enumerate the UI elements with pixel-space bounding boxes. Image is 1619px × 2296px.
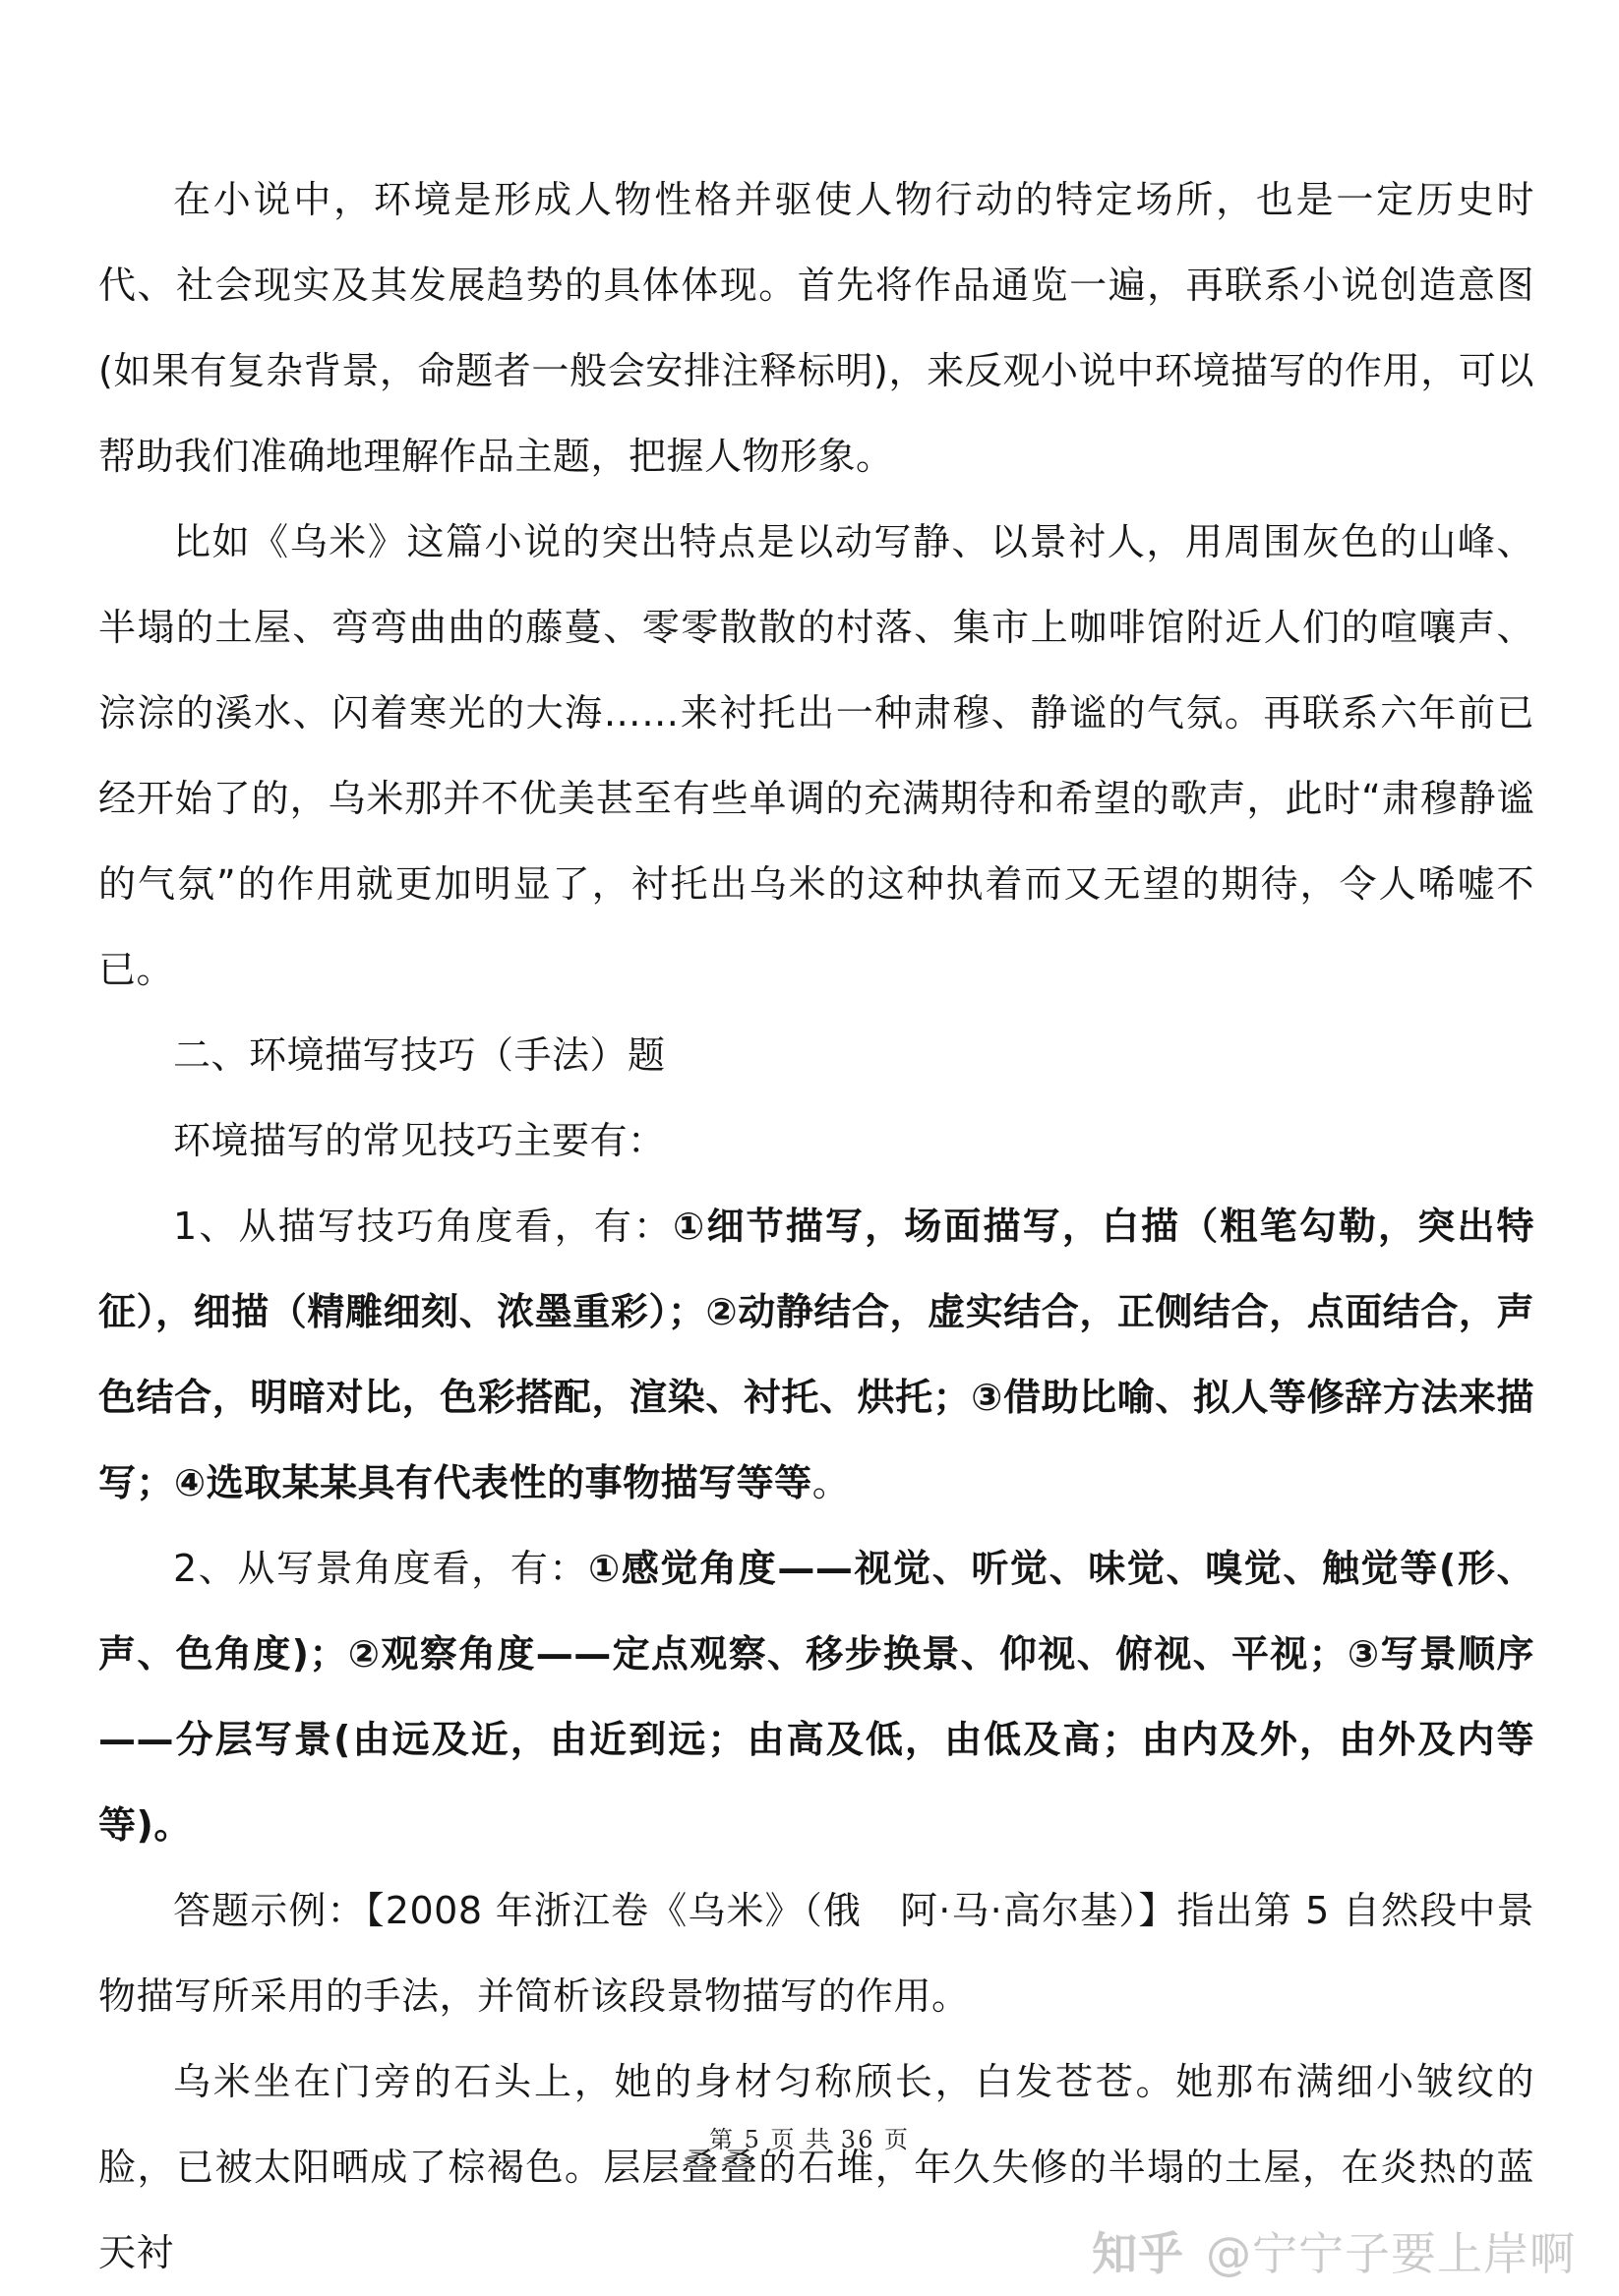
paragraph-text: 比如《乌米》这篇小说的突出特点是以动写静、以景衬人，用周围灰色的山峰、半塌的土屋、弯弯曲曲的藤蔓、零零散散的村落、集市上咖啡馆附近人们的喧嚷声、淙淙的溪水、闪着寒光的大海……来衬托出一种肃穆、静谧的气氛。再联系六年前已经开始了的，乌米那并不优美甚至有些单调的充满期待和希望的歌声，此时“肃穆静谧的气氛”的作用就更加明显了，衬托出乌米的这种执着而又无望的期待，令人唏嘘不已。 xyxy=(98,520,1534,991)
watermark-handle: @宁宁子要上岸啊 xyxy=(1206,2227,1576,2280)
document-body xyxy=(98,157,1534,2296)
list-item-description-techniques xyxy=(98,1184,1534,1526)
list-item-prefix: 2、从写景角度看，有： xyxy=(173,1547,589,1590)
heading-text: 二、环境描写技巧（手法）题 xyxy=(173,1033,666,1077)
paragraph-techniques-intro xyxy=(98,1098,1534,1184)
list-item-suffix: 。 xyxy=(811,1461,851,1504)
list-item-bold-text: ①感觉角度——视觉、听觉、味觉、嗅觉、触觉等(形、声、色角度)；②观察角度——定点观察、移步换景、仰视、俯视、平视；③写景顺序——分层写景(由远及近，由近到远；由高及低，由低及高；由内及外，由外及内等等)。 xyxy=(98,1547,1534,1847)
paragraph-text: 在小说中，环境是形成人物性格并驱使人物行动的特定场所，也是一定历史时代、社会现实及其发展趋势的具体体现。首先将作品通览一遍，再联系小说创造意图(如果有复杂背景，命题者一般会安排注释标明)，来反观小说中环境描写的作用，可以帮助我们准确地理解作品主题，把握人物形象。 xyxy=(98,178,1534,478)
section-heading-techniques xyxy=(98,1013,1534,1098)
paragraph-text: 答题示例：【2008 年浙江卷《乌米》（俄 阿·马·高尔基）】指出第 5 自然段中景物描写所采用的手法，并简析该段景物描写的作用。 xyxy=(98,1889,1534,2018)
paragraph-text: 环境描写的常见技巧主要有： xyxy=(173,1119,666,1162)
list-item-prefix: 1、从描写技巧角度看，有： xyxy=(173,1205,674,1248)
paragraph-text: 乌米坐在门旁的石头上，她的身材匀称颀长，白发苍苍。她那布满细小皱纹的脸，已被太阳晒成了棕褐色。层层叠叠的石堆，年久失修的半塌的土屋，在炎热的蓝天衬 xyxy=(98,2060,1534,2274)
watermark xyxy=(1092,2218,1576,2283)
paragraph-wumi-example xyxy=(98,500,1534,1013)
list-item-bold-text: ①细节描写，场面描写，白描（粗笔勾勒，突出特征），细描（精雕细刻、浓墨重彩）；②动静结合，虚实结合，正侧结合，点面结合，声色结合，明暗对比，色彩搭配，渲染、衬托、烘托；③借助比喻、拟人等修辞方法来描写；④选取某某具有代表性的事物描写等等 xyxy=(98,1205,1534,1504)
paragraph-answer-example xyxy=(98,1868,1534,2039)
list-item-scenery-angles xyxy=(98,1526,1534,1868)
watermark-brand-logo: 知乎 xyxy=(1092,2227,1184,2280)
page-number-footer: 第 5 页 共 36 页 xyxy=(709,2126,910,2153)
paragraph-environment-intro xyxy=(98,157,1534,500)
